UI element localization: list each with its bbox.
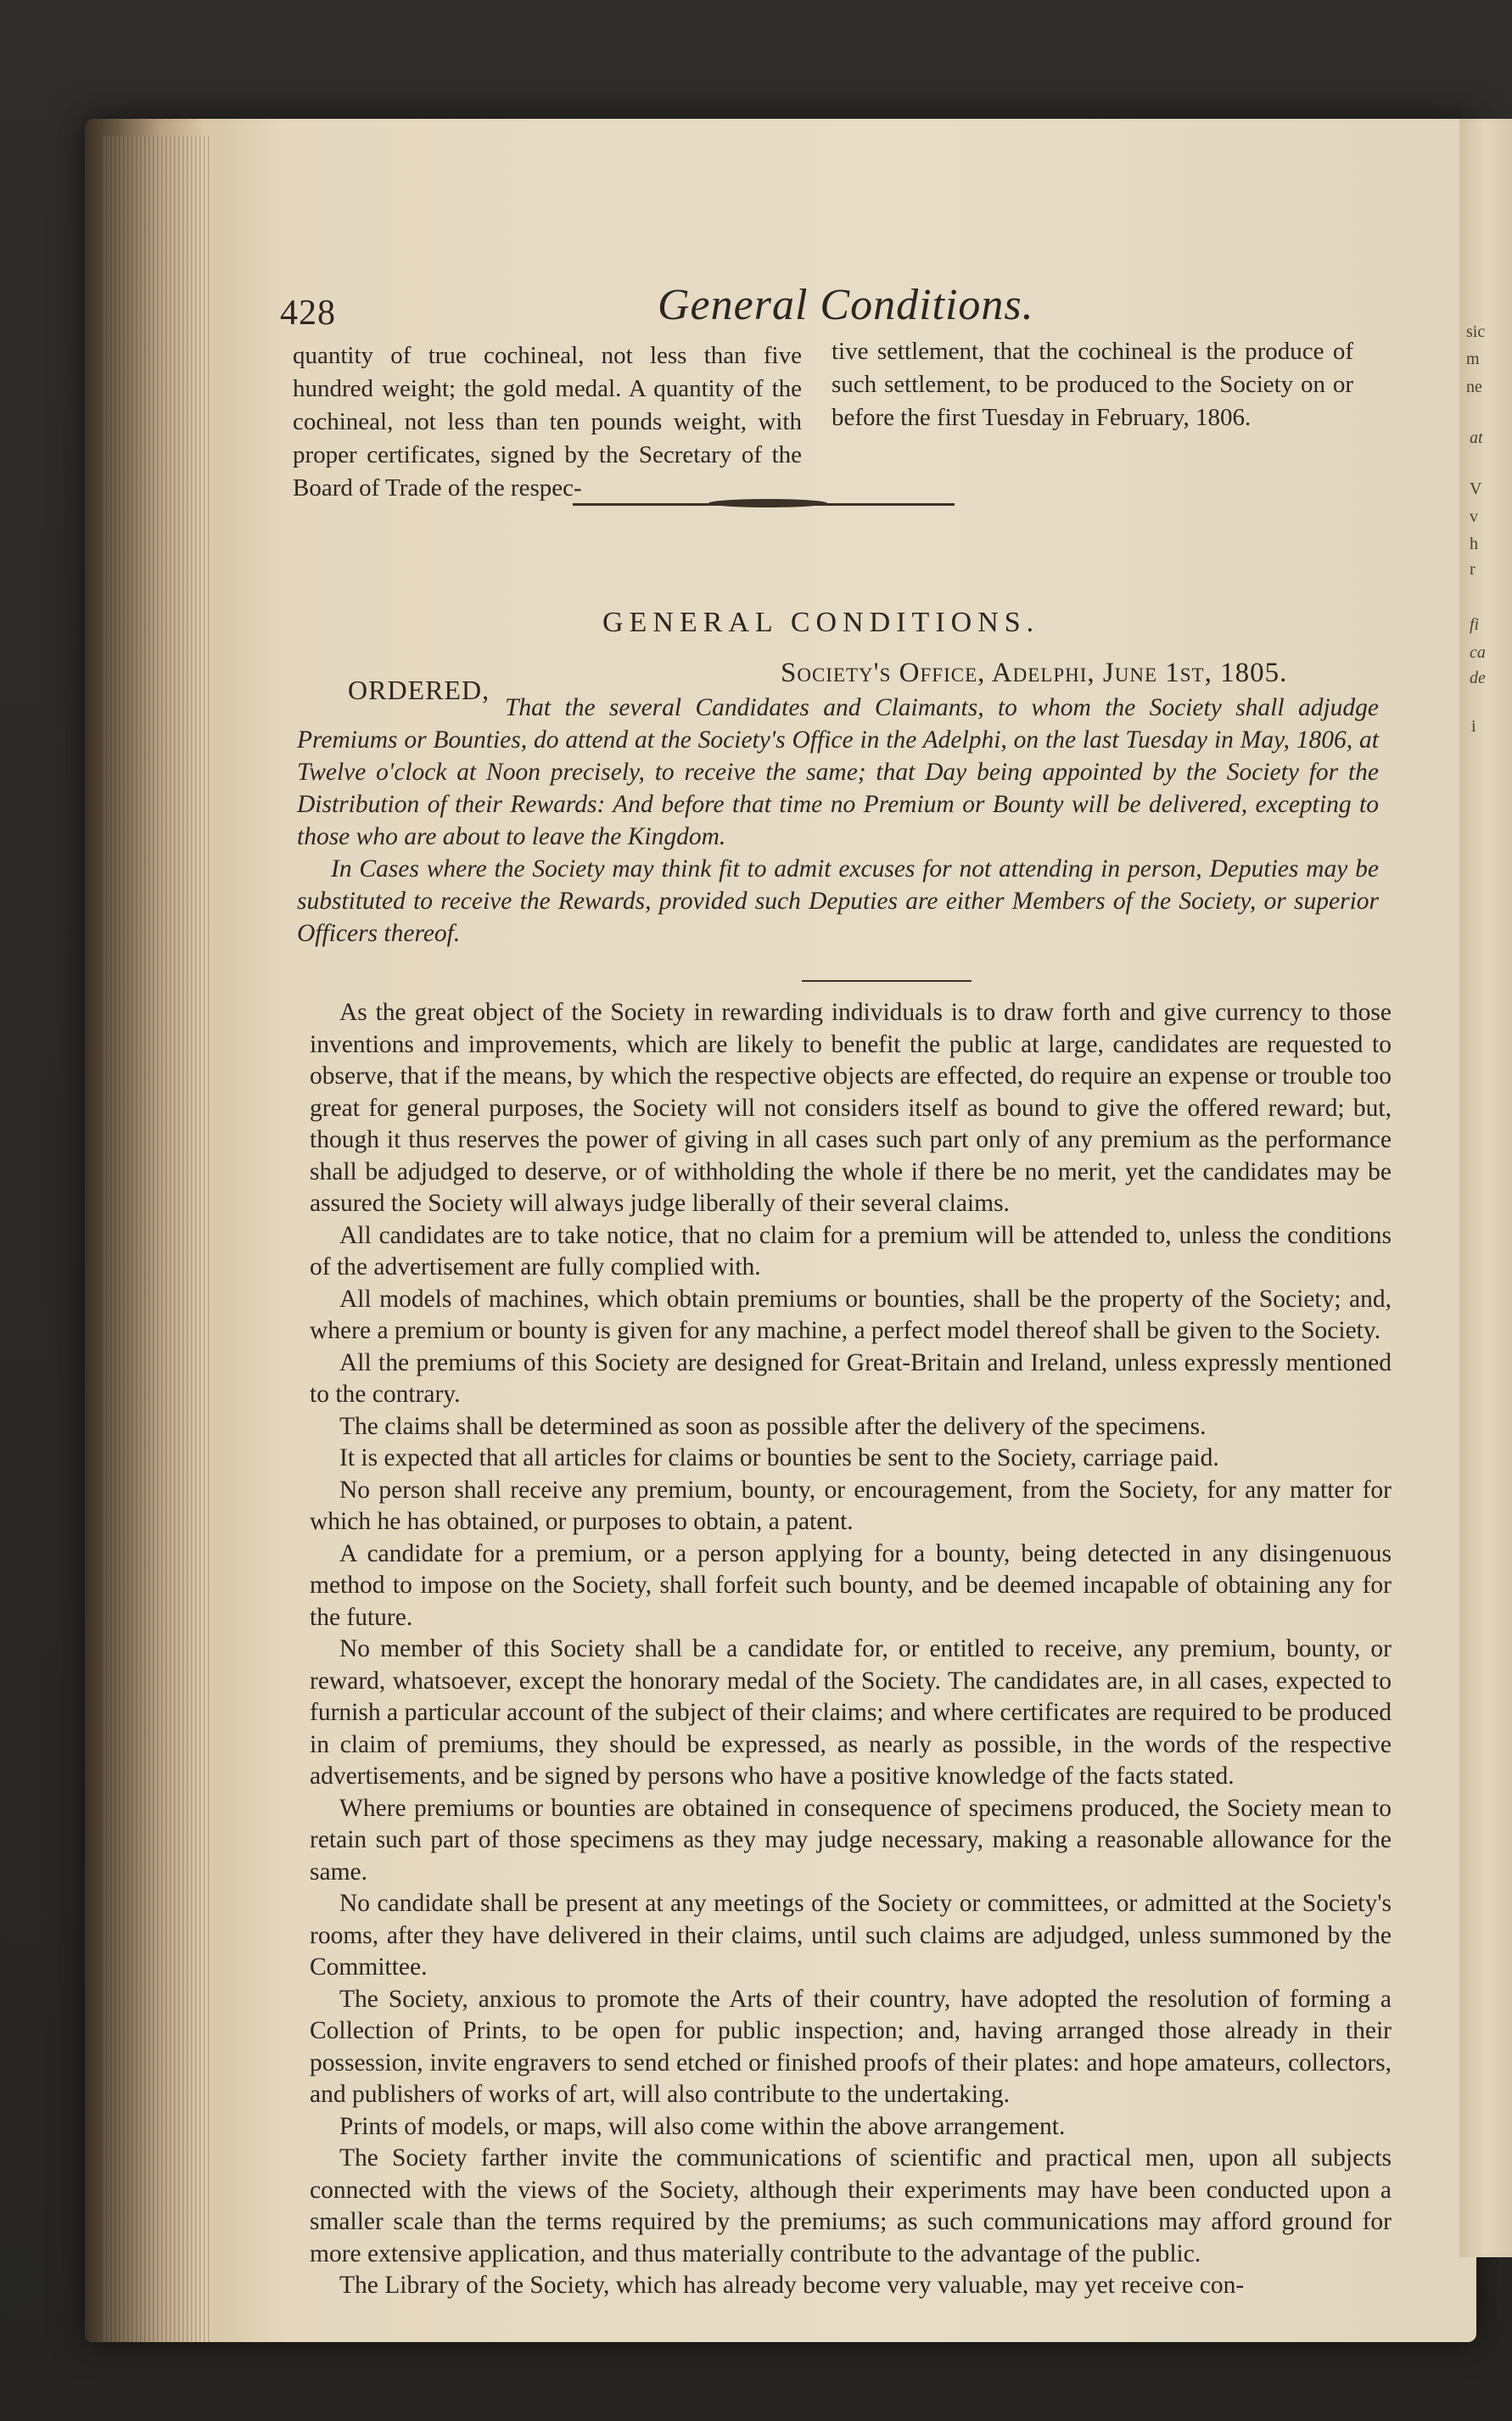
facing-fragment: fi (1470, 615, 1480, 634)
facing-fragment: h (1470, 535, 1478, 553)
facing-fragment: at (1470, 429, 1483, 447)
paragraph: All candidates are to take notice, that no claim for a premium will be attended to, unless the conditions of the advertisement are fully complied with. (310, 1221, 1392, 1281)
order-paragraph: In Cases where the Society may think fit to admit excuses for not attending in person, Deputies may be substituted to receive the Rewards, provided such Deputies are either Members of the Society, or superior Officers thereof. (297, 855, 1379, 947)
book-page (216, 127, 1442, 2317)
facing-fragment: r (1470, 560, 1476, 579)
section-heading: GENERAL CONDITIONS. (602, 607, 1040, 638)
ornamental-rule-swell (708, 499, 827, 507)
page-edges (102, 136, 212, 2342)
facing-fragment: de (1470, 669, 1486, 687)
paragraph: All models of machines, which obtain premiums or bounties, shall be the property of the Society; and, where a premium or bounty is given for any machine, a perfect model thereof shall be given to the Society. (310, 1285, 1392, 1344)
conditions-body (310, 997, 1392, 2302)
paragraph: Where premiums or bounties are obtained in consequence of specimens produced, the Society mean to retain such part of those specimens as they may judge necessary, making a reasonable allowance for the same. (310, 1794, 1392, 1886)
facing-fragment: ca (1470, 643, 1486, 662)
carryover-left-column: quantity of true cochineal, not less than five hundred weight; the gold medal. A quantity of the cochineal, not less than ten pounds weight, with proper certificates, signed by the Secretary of the Board of Trade of the respec- (293, 342, 802, 502)
paragraph: The Library of the Society, which has already become very valuable, may yet receive con- (339, 2272, 1245, 2299)
paragraph: The Society, anxious to promote the Arts of their country, have adopted the resolution of forming a Collection of Prints, to be open for public inspection; and, having arranged those already in their possession, invite engravers to send etched or finished proofs of their plates: and hope amateurs, collectors, and publishers of works of art, will also contribute to the undertaking. (310, 1985, 1392, 2108)
running-title: General Conditions. (658, 281, 1034, 329)
paragraph: A candidate for a premium, or a person applying for a bounty, being detected in any disingenuous method to impose on the Society, shall forfeit such bounty, and be deemed incapable of obtaining any for the future. (310, 1539, 1392, 1631)
facing-fragment: i (1471, 717, 1476, 736)
paragraph: No person shall receive any premium, bounty, or encouragement, from the Society, for any matter for which he has obtained, or purposes to obtain, a patent. (310, 1476, 1392, 1535)
facing-page-edge (1459, 119, 1512, 2257)
page-number: 428 (280, 294, 336, 333)
paragraph: No candidate shall be present at any meetings of the Society or committees, or admitted at the Society's rooms, after they have delivered in their claims, until such claims are adjudged, unless summoned by the Committee. (310, 1890, 1392, 1981)
paragraph: Prints of models, or maps, will also come within the above arrangement. (339, 2112, 1066, 2140)
facing-fragment: ne (1466, 378, 1482, 396)
paragraph: As the great object of the Society in rewarding individuals is to draw forth and give currency to those inventions and improvements, which are likely to benefit the public at large, candidates are requested to observe, that if the means, by which the respective objects are effected, do require an expense or trouble too great for general purposes, the Society will not considers itself as bound to give the offered reward; but, though it thus reserves the power of giving in all cases such part only of any premium as the performance shall be adjudged to deserve, or of withholding the whole if there be no merit, yet the candidates may be assured the Society will always judge liberally of their several claims. (310, 999, 1392, 1217)
office-dateline: Society's Office, Adelphi, June 1st, 1805. (781, 658, 1288, 688)
paragraph: All the premiums of this Society are designed for Great-Britain and Ireland, unless expressly mentioned to the contrary. (310, 1348, 1392, 1408)
paragraph: It is expected that all articles for claims or bounties be sent to the Society, carriage paid. (339, 1444, 1219, 1471)
facing-fragment: sic (1466, 322, 1486, 341)
order-block (297, 692, 1379, 950)
ordered-label: ORDERED, (348, 675, 490, 705)
paragraph: The claims shall be determined as soon as possible after the delivery of the specimens. (339, 1412, 1207, 1440)
facing-fragment: m (1466, 350, 1480, 368)
order-paragraph: That the several Candidates and Claimants, to whom the Society shall adjudge Premiums or Bounties, do attend at the Society's Office in the Adelphi, on the last Tuesday in May, 1806, at Twelve o'clock at Noon precisely, to receive the same; that Day being appointed by the Society for the Distribution of their Rewards: And before that time no Premium or Bounty will be delivered, excepting to those who are about to leave the Kingdom. (297, 694, 1379, 850)
divider-rule (802, 980, 972, 982)
facing-fragment: v (1470, 507, 1478, 526)
paragraph: No member of this Society shall be a candidate for, or entitled to receive, any premium, bounty, or reward, whatsoever, except the honorary medal of the Society. The candidates are, in all cases, expected to furnish a particular account of the subject of their claims; and where certificates are required to be produced in claim of premiums, they should be expressed, as nearly as possible, in the words of the respective advertisements, and be signed by persons who have a positive knowledge of the facts stated. (310, 1635, 1392, 1790)
facing-fragment: V (1470, 479, 1482, 498)
paragraph: The Society farther invite the communications of scientific and practical men, upon all subjects connected with the views of the Society, although their experiments may have been conducted upon a smaller scale than the terms required by the premiums; as such communications may afford ground for more extensive application, and thus materially contribute to the advantage of the public. (310, 2144, 1392, 2267)
carryover-right-column: tive settlement, that the cochineal is the produce of such settlement, to be produced to the Society on or before the first Tuesday in February, 1806. (832, 338, 1353, 431)
